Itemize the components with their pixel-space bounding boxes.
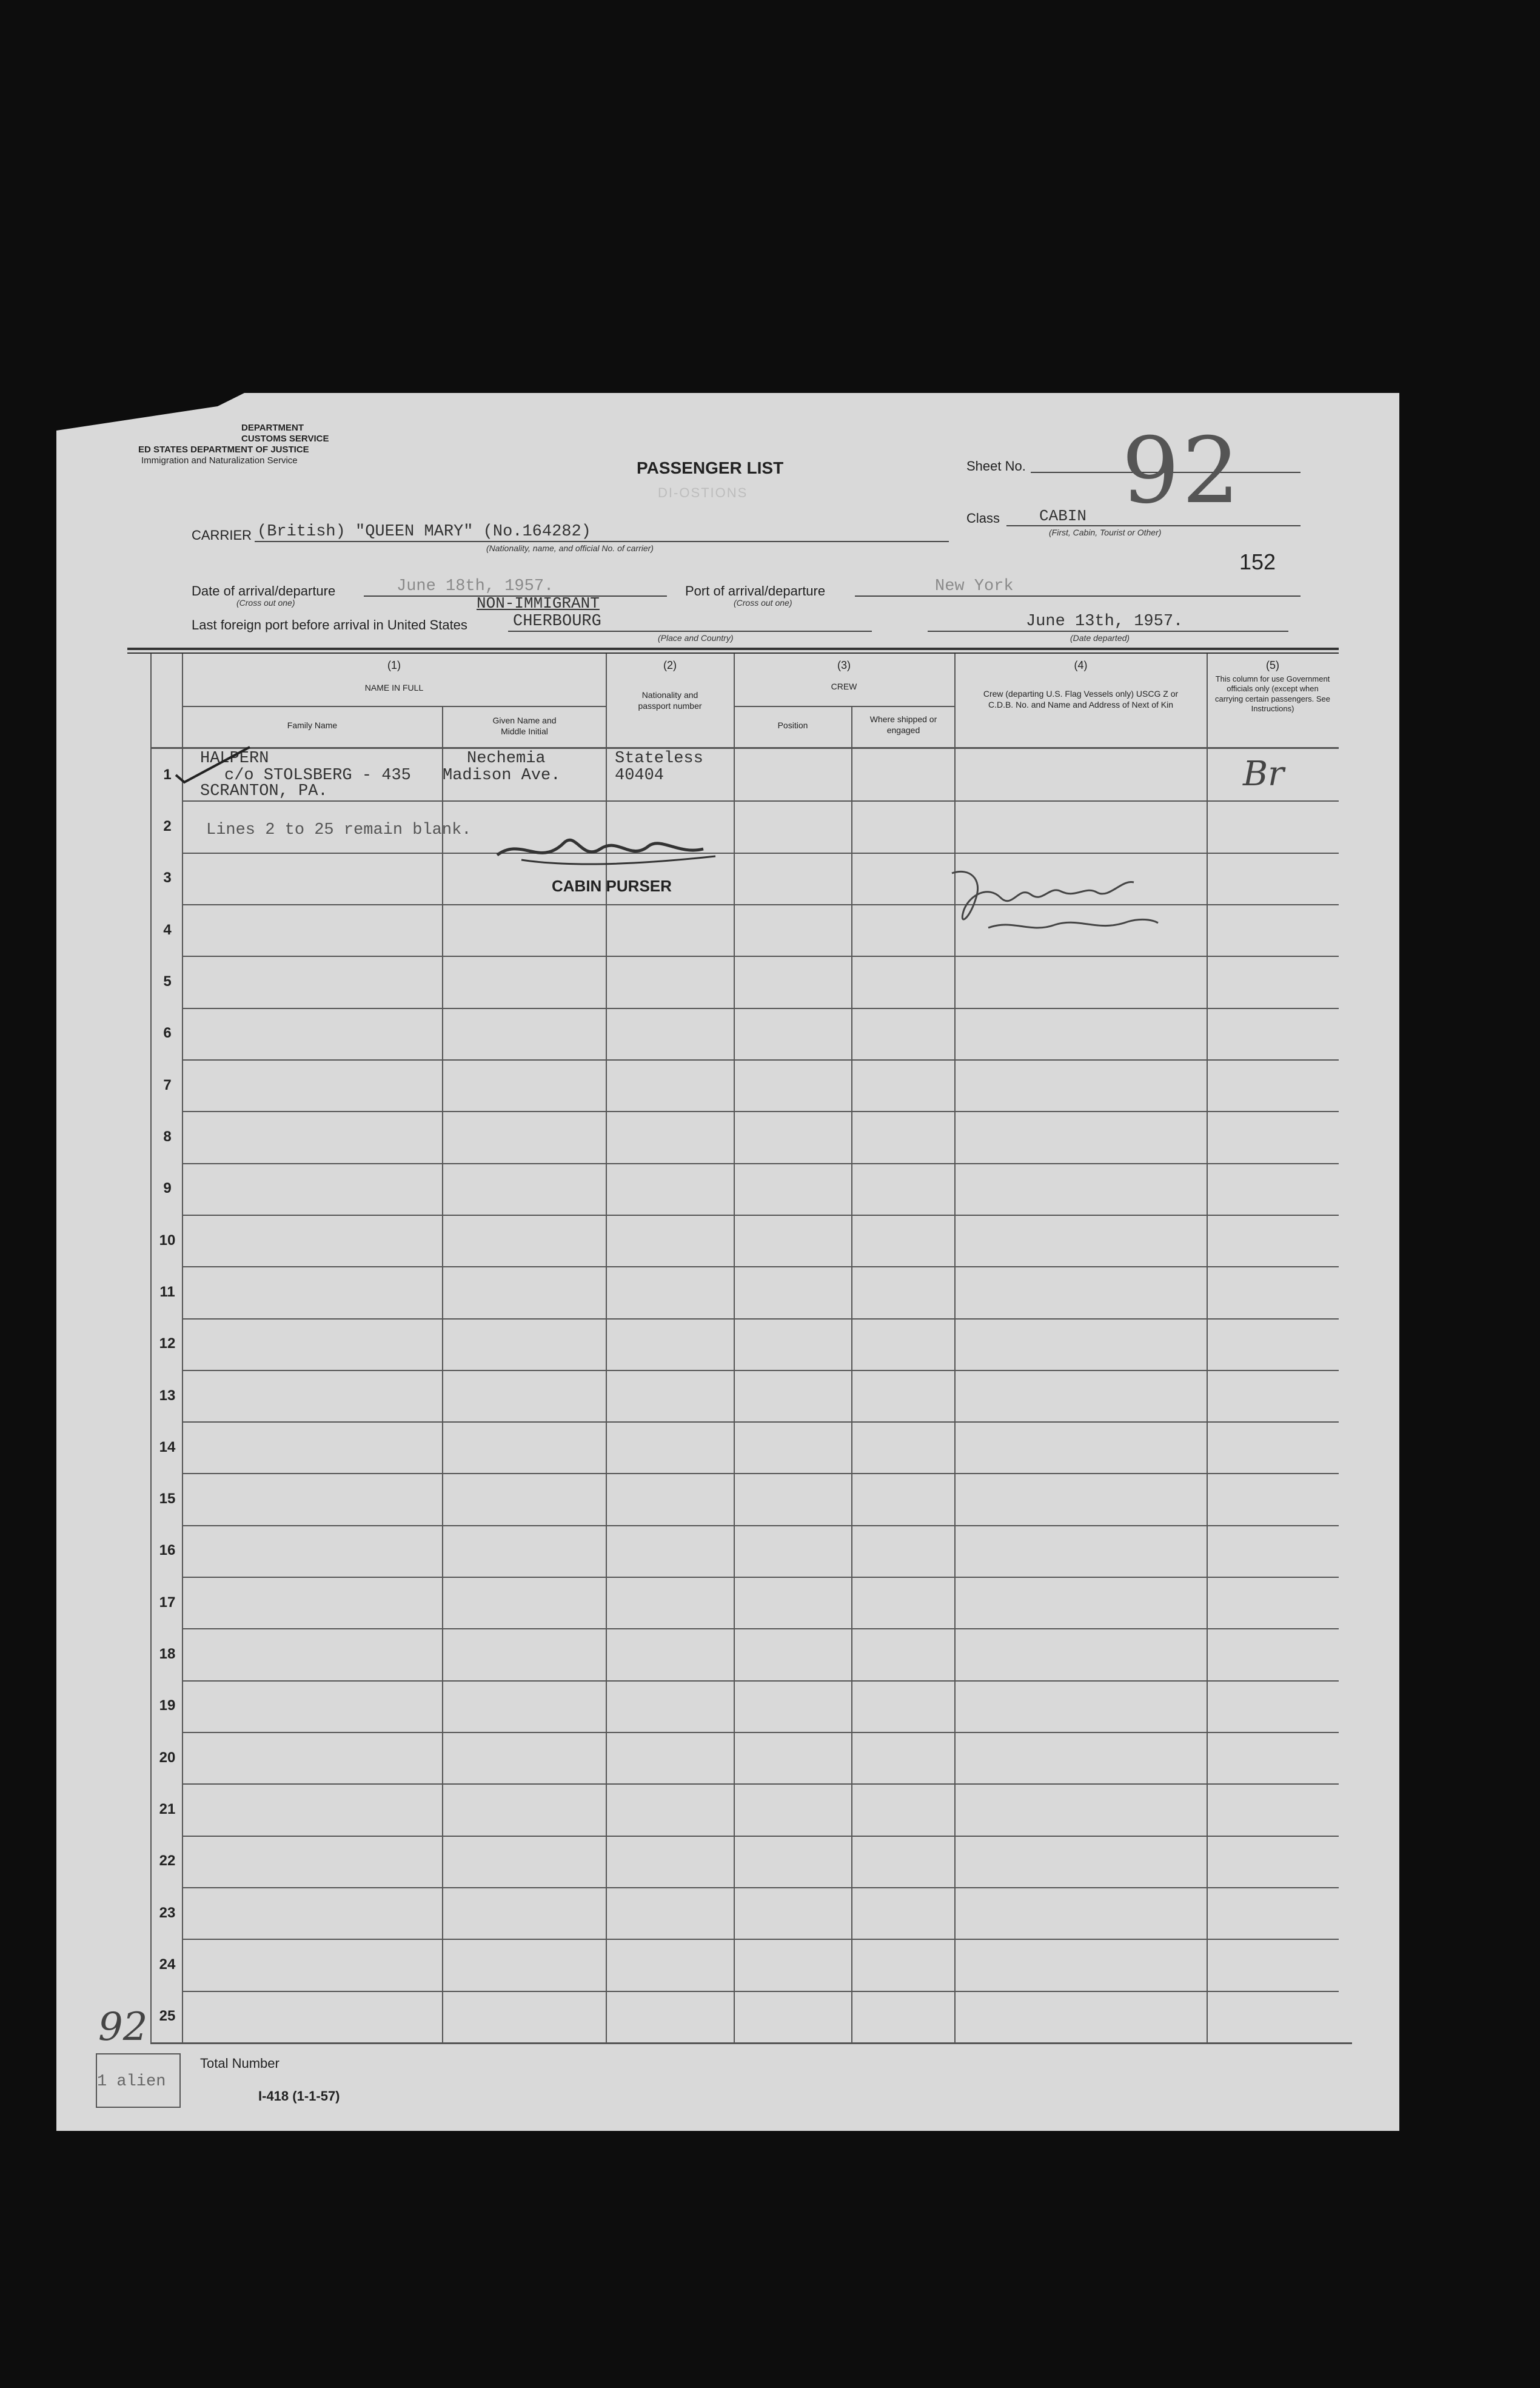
port-line [855, 595, 1301, 597]
col1b-given-name: Given Name and Middle Initial [492, 716, 557, 736]
row-line [182, 1732, 1339, 1733]
row-number: 22 [159, 1853, 176, 1869]
row-number: 1 [163, 766, 172, 783]
name-subheader-line [182, 706, 606, 707]
carrier-value: (British) "QUEEN MARY" (No.164282) [257, 523, 591, 541]
dept-line-4: Immigration and Naturalization Service [141, 455, 298, 466]
col1-number: (1) [387, 659, 401, 671]
row-line [182, 1163, 1339, 1164]
last-port-value: CHERBOURG [513, 612, 601, 631]
passport-number: 40404 [615, 766, 665, 785]
row-line [182, 1887, 1339, 1888]
footer-hand-mark: 92 [98, 2005, 148, 2050]
row-number: 13 [159, 1387, 176, 1404]
sheet-label: Sheet No. [966, 458, 1026, 474]
form-id: I-418 (1-1-57) [258, 2088, 340, 2104]
col1-title: NAME IN FULL [364, 683, 424, 693]
col1a-family-name: Family Name [287, 720, 338, 730]
row-number: 7 [163, 1077, 172, 1093]
non-immigrant-stamp: NON-IMMIGRANT [477, 594, 600, 612]
row-number: 23 [159, 1905, 176, 1921]
class-label: Class [966, 511, 1000, 526]
row-line [182, 1111, 1339, 1112]
row-number: 11 [159, 1284, 175, 1300]
port-label: Port of arrival/departure [685, 583, 826, 599]
row-line [182, 1370, 1339, 1371]
row-number: 24 [159, 1956, 176, 1973]
government-mark: Br [1243, 754, 1284, 794]
row-line [182, 1473, 1339, 1474]
row-number: 2 [163, 818, 172, 834]
port-hint: (Cross out one) [734, 598, 792, 608]
row-number: 10 [159, 1232, 176, 1249]
class-line [1006, 525, 1301, 526]
date-value: June 18th, 1957. [397, 577, 554, 595]
departed-line [928, 631, 1288, 632]
row-line [182, 1059, 1339, 1061]
col2-title: Nationality and passport number [638, 690, 702, 711]
blank-lines-note: Lines 2 to 25 remain blank. [206, 821, 472, 839]
address-line-2: SCRANTON, PA. [200, 782, 328, 800]
row-number: 20 [159, 1749, 176, 1766]
last-port-label: Last foreign port before arrival in United States [192, 617, 467, 632]
col3a-position: Position [777, 720, 808, 730]
row-line [182, 800, 1339, 802]
row-line [182, 1991, 1339, 1992]
table-bottom-line [150, 2042, 1352, 2044]
header-bottom-line [150, 747, 1339, 749]
place-hint: (Place and Country) [658, 633, 734, 643]
purser-signature [485, 825, 728, 873]
col3b-where-shipped: Where shipped or engaged [869, 714, 937, 735]
row-number: 9 [163, 1180, 172, 1196]
page-title: PASSENGER LIST [637, 458, 784, 477]
row-line [182, 1421, 1339, 1423]
row-number: 16 [159, 1542, 176, 1558]
class-hint: (First, Cabin, Tourist or Other) [1049, 528, 1162, 537]
date-hint: (Cross out one) [236, 598, 295, 608]
col-line-left [150, 654, 152, 2044]
row-line [182, 1783, 1339, 1785]
row-line [182, 1318, 1339, 1320]
row-line [182, 1836, 1339, 1837]
top-rule-1 [127, 648, 1339, 650]
last-port-line [508, 631, 872, 632]
department-heading [138, 423, 329, 466]
check-mark-icon [171, 743, 256, 786]
cabin-purser-label: CABIN PURSER [552, 877, 672, 895]
row-number: 21 [159, 1801, 176, 1817]
family-name: HALPERN [200, 750, 269, 768]
row-number: 3 [163, 870, 172, 886]
row-number: 18 [159, 1646, 176, 1662]
row-number: 14 [159, 1439, 176, 1455]
given-address: Madison Ave. [443, 766, 561, 785]
row-number: 19 [159, 1697, 176, 1714]
page-number: 152 [1239, 549, 1276, 574]
col5-title: This column for use Government officials only (except when carrying certain passengers. See Instructions) [1214, 674, 1331, 713]
crew-subheader-line [734, 706, 955, 707]
col3-title: CREW [831, 682, 857, 691]
sheet-number-handwritten: 92 [1122, 418, 1242, 524]
departed-value: June 13th, 1957. [1026, 612, 1183, 631]
kin-column-signature [946, 861, 1176, 940]
row-line [182, 1577, 1339, 1578]
col-line-family [442, 706, 443, 2044]
dept-line-2: CUSTOMS SERVICE [241, 434, 329, 444]
col4-title: Crew (departing U.S. Flag Vessels only) USCG Z or C.D.B. No. and Name and Address of Next of Kin [983, 689, 1179, 709]
col5-number: (5) [1266, 659, 1279, 671]
faint-stamp: DI-OSTIONS [658, 485, 748, 500]
carrier-hint: (Nationality, name, and official No. of carrier) [486, 543, 654, 553]
date-label: Date of arrival/departure [192, 583, 336, 599]
row-line [182, 1628, 1339, 1629]
col4-number: (4) [1074, 659, 1088, 671]
dept-line-1: DEPARTMENT [241, 423, 304, 433]
class-value: CABIN [1039, 507, 1087, 525]
row-line [182, 1525, 1339, 1526]
address-line-1: c/o STOLSBERG - 435 [224, 766, 411, 785]
row-line [182, 1008, 1339, 1009]
row-line [182, 1266, 1339, 1267]
port-value: New York [935, 577, 1014, 595]
row-number: 17 [159, 1594, 176, 1611]
row-line [182, 956, 1339, 957]
row-line [182, 1215, 1339, 1216]
dept-line-3: ED STATES DEPARTMENT OF JUSTICE [138, 444, 309, 455]
row-number: 15 [159, 1491, 176, 1507]
given-name: Nechemia [467, 750, 546, 768]
row-number: 5 [163, 973, 172, 990]
total-number-label: Total Number [200, 2056, 280, 2071]
row-line [182, 1939, 1339, 1940]
departed-hint: (Date departed) [1070, 633, 1130, 643]
carrier-line [255, 541, 949, 542]
row-line [182, 853, 1339, 854]
col2-number: (2) [663, 659, 677, 671]
row-line [182, 1680, 1339, 1682]
row-number: 12 [159, 1335, 176, 1352]
row-number: 8 [163, 1129, 172, 1145]
col-line-position [851, 706, 852, 2044]
row-number: 25 [159, 2008, 176, 2024]
row-number: 4 [163, 922, 172, 938]
row-number: 6 [163, 1025, 172, 1041]
top-rule-2 [127, 652, 1339, 654]
carrier-label: CARRIER [192, 528, 252, 543]
col3-number: (3) [837, 659, 851, 671]
nationality: Stateless [615, 750, 703, 768]
alien-count: 1 alien [97, 2073, 166, 2091]
